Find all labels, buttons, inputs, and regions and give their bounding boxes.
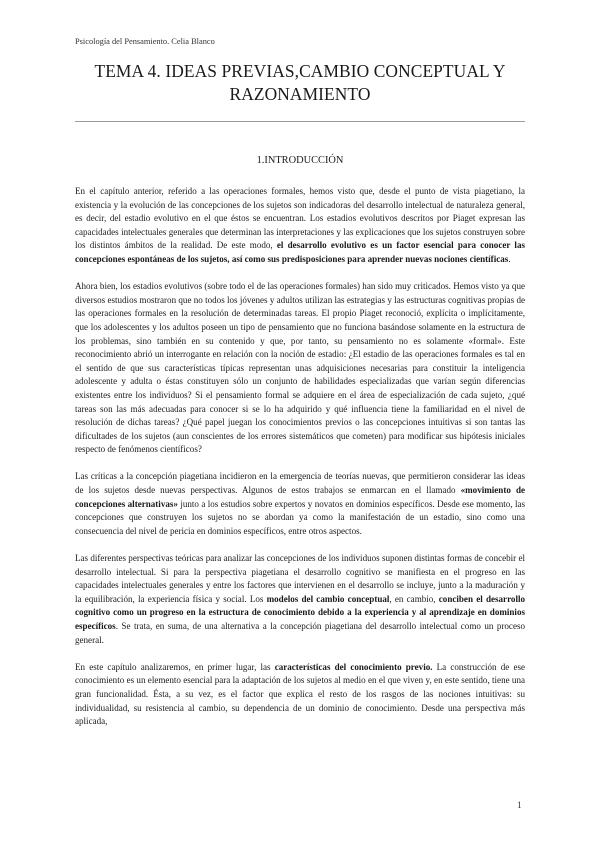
body-text	[75, 185, 525, 742]
chapter-title-line-1: TEMA 4. IDEAS PREVIAS,CAMBIO CONCEPTUAL Y	[94, 61, 506, 81]
paragraph-4-end: . Se trata, en suma, de una alternativa a la concepción piagetiana del desarrollo intelectual como un proceso general.	[75, 621, 525, 645]
paragraph-3	[75, 470, 525, 538]
paragraph-1-text: En el capítulo anterior, referido a las operaciones formales, hemos visto que, desde el punto de vista piagetiano, la existencia y la evolución de las concepciones de los sujetos son indicadoras del desarrollo intelectual de naturaleza general, es decir, del estadio evolutivo en el que éstos se encuentran. Los estadios evolutivos descritos por Piaget expresan las capacidades intelectuales generales que determinan las interpretaciones y las explicaciones que los sujetos construyen sobre los distintos ámbitos de la realidad. De este modo,	[75, 186, 525, 251]
paragraph-2	[75, 280, 525, 457]
paragraph-4-text: Las diferentes perspectivas teóricas para analizar las concepciones de los individuos suponen distintas formas de concebir el desarrollo intelectual. Si para la perspectiva piagetiana el desarrollo cognitivo se manifiesta en el progreso en las capacidades intelectuales generales y entre los factores que intervienen en el desarrollo se incluye, junto a la maduración y la equilibración, la experiencia física y social. Los	[75, 553, 525, 604]
paragraph-5	[75, 661, 525, 729]
page-number: 1	[517, 800, 522, 810]
paragraph-5-emphasis: características del conocimiento previo.	[274, 661, 433, 672]
paragraph-1	[75, 185, 525, 267]
paragraph-3-emphasis: «movimiento de concepciones alternativas»	[75, 485, 525, 509]
chapter-title-line-2: RAZONAMIENTO	[229, 84, 371, 104]
paragraph-1-end: .	[508, 253, 511, 264]
paragraph-1-emphasis: el desarrollo evolutivo es un factor esencial para conocer las concepciones espontáneas de los sujetos, así como sus predisposiciones para aprender nuevas nociones científicas	[75, 240, 525, 264]
paragraph-3-end: junto a los estudios sobre expertos y novatos en dominios específicos. Desde ese momento, las concepciones que construyen los sujetos no se abordan ya como la manifestación de un estadio, sino como una consecuencia del nivel de pericia en dominios específicos, entre otros aspectos.	[75, 498, 525, 536]
paragraph-4-emphasis-2: conciben el desarrollo cognitivo como un progreso en la estructura de conocimiento debido a la experiencia y al aprendizaje en dominios específicos	[75, 593, 525, 631]
paragraph-2-text: Ahora bien, los estadios evolutivos (sobre todo el de las operaciones formales) han sido muy criticados. Hemos visto ya que diversos estudios mostraron que no todos los jóvenes y adultos utilizan las estrategias y las estructuras cognitivas propias de las operaciones formales en la resolución de determinadas tareas. El propio Piaget reconoció, explícita o implícitamente, que los adolescentes y los adultos poseen un tipo de pensamiento que no funciona basándose solamente en la estructura de los problemas, sino también en su contenido y que, por tanto, su pensamiento no es solamente «formal». Este reconocimiento abrió un interrogante en relación con la noción de estadio: ¿El estadio de las operaciones formales es tal en el sentido de que sus características típicas representan unas adquisiciones necesarias para constituir la inteligencia adolescente y adulta o éstas constituyen sólo un conjunto de habilidades especializadas que varían según diferencias existentes entre los individuos? Si el pensamiento formal se adquiere en el área de especialización de cada sujeto, ¿qué tareas son las más adecuadas para conocer si se lo ha adquirido y qué influencia tiene la familiaridad en el nivel de resolución de dichas tareas? ¿Qué papel juegan los conocimientos previos o las concepciones intuitivas si son tantas las dificultades de los sujetos (aun conscientes de los errores sistemáticos que cometen) para modificar sus hipótesis iniciales respecto de fenómenos científicos?	[75, 281, 525, 455]
paragraph-4-emphasis-1: modelos del cambio conceptual	[266, 593, 390, 604]
paragraph-4	[75, 552, 525, 647]
title-divider	[75, 121, 525, 122]
paragraph-3-text: Las críticas a la concepción piagetiana incidieron en la emergencia de teorías nuevas, que permitieron considerar las ideas de los sujetos desde nuevas perspectivas. Algunos de estos trabajos se enmarcan en el llamado	[75, 471, 525, 496]
running-header: Psicología del Pensamiento. Celia Blanco	[75, 37, 215, 46]
chapter-title	[60, 60, 540, 106]
paragraph-5-end: La construcción de ese conocimiento es un elemento esencial para la adaptación de los sujetos al medio en el que viven y, en este sentido, tiene una gran funcionalidad. Ésta, a su vez, es el factor que explica el resto de los rasgos de las nociones intuitivas: su individualidad, su resistencia al cambio, su dependencia de un dominio de conocimiento. Desde una perspectiva más aplicada,	[75, 661, 525, 727]
paragraph-5-text: En este capítulo analizaremos, en primer lugar, las	[75, 661, 275, 672]
paragraph-4-mid: , en cambio,	[389, 593, 439, 604]
section-heading: 1.INTRODUCCIÓN	[256, 155, 344, 166]
